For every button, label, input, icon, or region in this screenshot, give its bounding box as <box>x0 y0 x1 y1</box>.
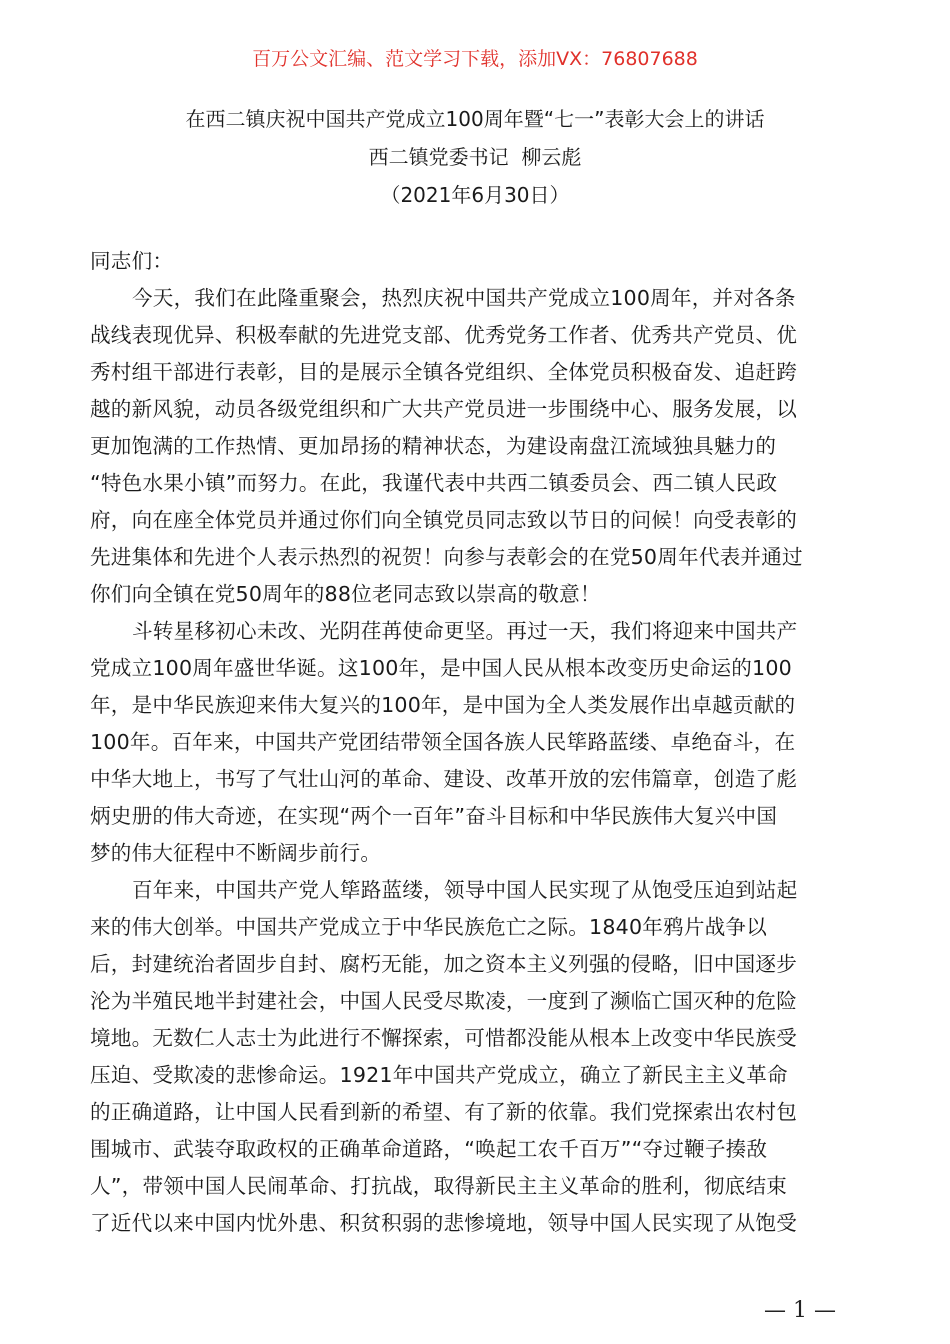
text-line: 沦为半殖民地半封建社会，中国人民受尽欺凌，一度到了濒临亡国灭种的危险 <box>90 989 797 1013</box>
text-line: 先进集体和先进个人表示热烈的祝贺！向参与表彰会的在党50周年代表并通过 <box>90 545 803 569</box>
title-block <box>0 100 950 214</box>
text-line: 后，封建统治者固步自封、腐朽无能，加之资本主义列强的侵略，旧中国逐步 <box>90 952 797 976</box>
text-line: 越的新风貌，动员各级党组织和广大共产党员进一步围绕中心、服务发展，以 <box>90 397 797 421</box>
text-line: 100年。百年来，中国共产党团结带领全国各族人民筚路蓝缕、卓绝奋斗，在 <box>90 730 796 754</box>
text-line: 炳史册的伟大奇迹，在实现“两个一百年”奋斗目标和中华民族伟大复兴中国 <box>90 804 778 828</box>
text-line: 中华大地上，书写了气壮山河的革命、建设、改革开放的宏伟篇章，创造了彪 <box>90 767 797 791</box>
text-line: 你们向全镇在党50周年的88位老同志致以崇高的敬意！ <box>90 582 601 606</box>
text-line: 境地。无数仁人志士为此进行不懈探索，可惜都没能从根本上改变中华民族受 <box>90 1026 797 1050</box>
promo-banner: 百万公文汇编、范文学习下载，添加VX：76807688 <box>252 48 698 70</box>
text-line: 了近代以来中国内忧外患、积贫积弱的悲惨境地，领导中国人民实现了从饱受 <box>90 1211 797 1235</box>
salutation: 同志们： <box>90 249 174 273</box>
text-line: 今天，我们在此隆重聚会，热烈庆祝中国共产党成立100周年，并对各条 <box>132 286 796 310</box>
text-line: 年，是中华民族迎来伟大复兴的100年，是中国为全人类发展作出卓越贡献的 <box>90 693 796 717</box>
text-line: 战线表现优异、积极奉献的先进党支部、优秀党务工作者、优秀共产党员、优 <box>90 323 797 347</box>
document-title: 在西二镇庆祝中国共产党成立100周年暨“七一”表彰大会上的讲话 <box>185 107 765 131</box>
text-line: 党成立100周年盛世华诞。这100年，是中国人民从根本改变历史命运的100 <box>90 656 792 680</box>
text-line: 斗转星移初心未改、光阴荏苒使命更坚。再过一天，我们将迎来中国共产 <box>132 619 798 643</box>
author-line: 西二镇党委书记 柳云彪 <box>368 145 582 169</box>
text-line: 压迫、受欺凌的悲惨命运。1921年中国共产党成立，确立了新民主主义革命 <box>90 1063 788 1087</box>
text-line: 更加饱满的工作热情、更加昂扬的精神状态，为建设南盘江流域独具魅力的 <box>90 434 777 458</box>
page-number: — 1 — <box>764 1298 836 1323</box>
text-line: 的正确道路，让中国人民看到新的希望、有了新的依靠。我们党探索出农村包 <box>90 1100 797 1124</box>
text-line: 人”，带领中国人民闹革命、打抗战，取得新民主主义革命的胜利，彻底结束 <box>90 1174 788 1198</box>
paragraph-3 <box>90 872 860 1242</box>
text-line: 百年来，中国共产党人筚路蓝缕，领导中国人民实现了从饱受压迫到站起 <box>132 878 798 902</box>
text-line: 梦的伟大征程中不断阔步前行。 <box>90 841 382 865</box>
text-line: 围城市、武装夺取政权的正确革命道路，“唤起工农千百万”“夺过鞭子揍敌 <box>90 1137 768 1161</box>
text-line: 来的伟大创举。中国共产党成立于中华民族危亡之际。1840年鸦片战争以 <box>90 915 768 939</box>
text-line: “特色水果小镇”而努力。在此，我谨代表中共西二镇委员会、西二镇人民政 <box>90 471 778 495</box>
paragraph-1 <box>90 280 860 613</box>
text-line: 秀村组干部进行表彰，目的是展示全镇各党组织、全体党员积极奋发、追赶跨 <box>90 360 797 384</box>
paragraph-2 <box>90 613 860 872</box>
text-line: 府，向在座全体党员并通过你们向全镇党员同志致以节日的问候！向受表彰的 <box>90 508 797 532</box>
speech-body <box>90 243 860 1242</box>
date-line: （2021年6月30日） <box>380 183 570 207</box>
